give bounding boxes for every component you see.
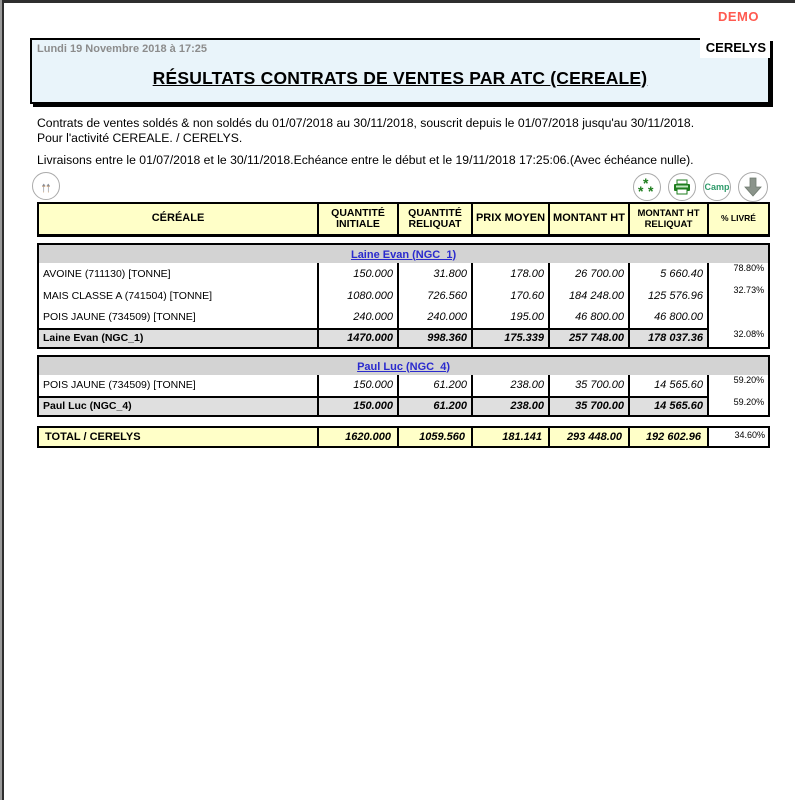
table-header [37, 202, 770, 237]
grand-total-row [38, 427, 769, 447]
cell-prix: 238.00 [472, 375, 549, 397]
cell-mht: 35 700.00 [549, 375, 629, 397]
cell-cereale: Paul Luc (NGC_4) [38, 397, 318, 416]
cell-mhtr: 178 037.36 [629, 329, 708, 348]
cell-qr: 1059.560 [398, 427, 472, 447]
cell-qi: 150.000 [318, 263, 398, 285]
report-criteria [37, 116, 767, 172]
expand-all-button[interactable] [633, 173, 661, 201]
cell-qi: 150.000 [318, 397, 398, 416]
cell-qr: 31.800 [398, 263, 472, 285]
cell-cereale: MAIS CLASSE A (741504) [TONNE] [38, 285, 318, 307]
cell-qr: 240.000 [398, 307, 472, 329]
asterisk-glyph: * [648, 183, 654, 199]
cell-pct: 59.20% [708, 375, 769, 397]
cell-pct: 32.73% [708, 285, 769, 307]
group-total-row [38, 329, 769, 348]
cell-prix: 170.60 [472, 285, 549, 307]
scroll-top-button[interactable] [32, 172, 60, 200]
printer-icon [673, 179, 691, 195]
col-header-prix-moyen: PRIX MOYEN [472, 203, 549, 235]
results-table [37, 202, 768, 448]
cell-cereale: POIS JAUNE (734509) [TONNE] [38, 307, 318, 329]
campaign-button[interactable] [703, 173, 731, 201]
cell-prix: 175.339 [472, 329, 549, 348]
cell-prix: 178.00 [472, 263, 549, 285]
cell-mhtr: 125 576.96 [629, 285, 708, 307]
col-header-montant-ht: MONTANT HT [549, 203, 629, 235]
cell-mhtr: 5 660.40 [629, 263, 708, 285]
group-header-row [38, 356, 769, 375]
asterisk-glyph: * [643, 175, 649, 191]
cell-cereale: TOTAL / CERELYS [38, 427, 318, 447]
atc-group-paul-luc [37, 355, 768, 417]
cell-mht: 257 748.00 [549, 329, 629, 348]
cell-qi: 1470.000 [318, 329, 398, 348]
table-row [38, 375, 769, 397]
criteria-text-2: Pour l'activité CEREALE. / CERELYS. [37, 131, 243, 145]
cell-qi: 1080.000 [318, 285, 398, 307]
group-total-row [38, 397, 769, 416]
up-arrows-icon: ↑↑ [40, 178, 50, 194]
cell-cereale: AVOINE (711130) [TONNE] [38, 263, 318, 285]
table-row [38, 285, 769, 307]
col-header-cereale: CÉRÉALE [38, 203, 318, 235]
cell-cereale: Laine Evan (NGC_1) [38, 329, 318, 348]
cell-qi: 1620.000 [318, 427, 398, 447]
cell-mht: 184 248.00 [549, 285, 629, 307]
cell-qi: 150.000 [318, 375, 398, 397]
col-header-quantite-reliquat: QUANTITÉ RELIQUAT [398, 203, 472, 235]
grand-total-block [37, 426, 768, 448]
page-title: RÉSULTATS CONTRATS DE VENTES PAR ATC (CEREALE) [152, 68, 648, 88]
print-button[interactable] [668, 173, 696, 201]
atc-group-laine-evan [37, 243, 768, 349]
cell-pct: 78.80% [708, 263, 769, 285]
demo-watermark: DEMO [718, 9, 759, 24]
report-datetime: Lundi 19 Novembre 2018 à 17:25 [37, 43, 207, 55]
cell-cereale: POIS JAUNE (734509) [TONNE] [38, 375, 318, 397]
report-page [2, 0, 795, 800]
cell-qr: 726.560 [398, 285, 472, 307]
criteria-line-3: Livraisons entre le 01/07/2018 et le 30/11/2018.Echéance entre le début et le 19/11/2018 17:25:06.(Avec échéance nulle). [37, 153, 694, 167]
cell-mht: 293 448.00 [549, 427, 629, 447]
cell-prix: 195.00 [472, 307, 549, 329]
report-title-box [30, 38, 770, 104]
cell-pct: 34.60% [708, 427, 769, 447]
company-name: CERELYS [700, 38, 770, 58]
table-row [38, 307, 769, 329]
group-header-row [38, 244, 769, 263]
col-header-quantite-initiale: QUANTITÉ INITIALE [318, 203, 398, 235]
cell-mhtr: 14 565.60 [629, 397, 708, 416]
criteria-text-1: Contrats de ventes soldés & non soldés du 01/07/2018 au 30/11/2018, souscrit depuis le 01/07/2018 jusqu'au 30/11/2018. [37, 116, 695, 130]
col-header-pct-livre: % LIVRÉ [708, 203, 769, 235]
down-arrow-icon [744, 177, 762, 197]
cell-prix: 238.00 [472, 397, 549, 416]
asterisks-icon [637, 177, 657, 197]
cell-qi: 240.000 [318, 307, 398, 329]
cell-mht: 26 700.00 [549, 263, 629, 285]
campaign-icon: Camp [704, 182, 730, 192]
scroll-bottom-button[interactable] [738, 172, 768, 202]
atc-link-paul-luc[interactable]: Paul Luc (NGC_4) [357, 360, 450, 373]
cell-qr: 998.360 [398, 329, 472, 348]
atc-link-laine-evan[interactable]: Laine Evan (NGC_1) [350, 248, 457, 261]
table-row [38, 263, 769, 285]
cell-mhtr: 192 602.96 [629, 427, 708, 447]
cell-pct [708, 307, 769, 329]
cell-pct: 32.08% [708, 329, 769, 348]
cell-qr: 61.200 [398, 397, 472, 416]
criteria-line-1 [37, 116, 767, 146]
cell-mht: 35 700.00 [549, 397, 629, 416]
toolbar [32, 172, 768, 202]
cell-prix: 181.141 [472, 427, 549, 447]
cell-qr: 61.200 [398, 375, 472, 397]
asterisk-glyph: * [638, 183, 644, 199]
toolbar-right-group [633, 172, 768, 202]
col-header-montant-ht-reliquat: MONTANT HT RELIQUAT [629, 203, 708, 235]
cell-mhtr: 46 800.00 [629, 307, 708, 329]
cell-pct: 59.20% [708, 397, 769, 416]
cell-mht: 46 800.00 [549, 307, 629, 329]
cell-mhtr: 14 565.60 [629, 375, 708, 397]
